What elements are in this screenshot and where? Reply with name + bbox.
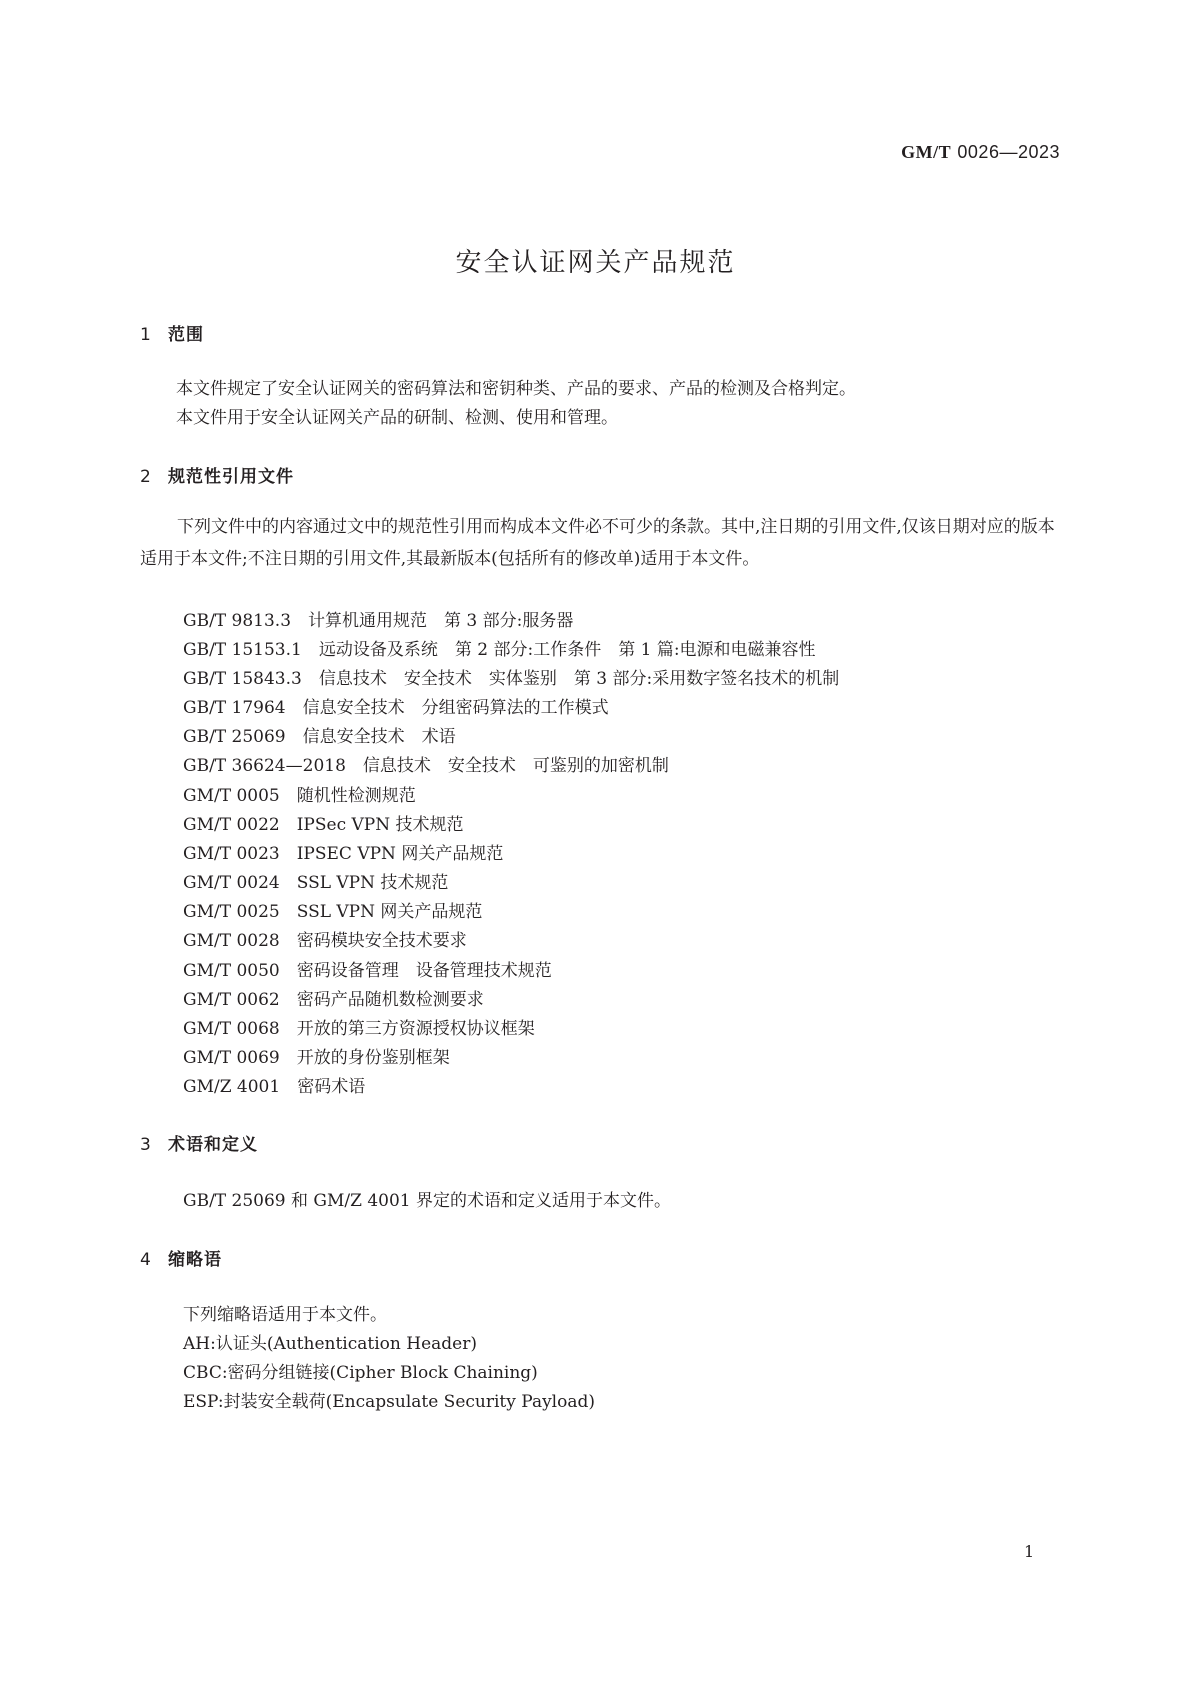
reference-item: GB/T 15153.1 远动设备及系统 第 2 部分:工作条件 第 1 篇:电源和电磁兼容性 <box>183 640 816 660</box>
section-title: 缩略语 <box>168 1250 222 1270</box>
section-number: 4 <box>140 1250 152 1270</box>
reference-item: GM/Z 4001 密码术语 <box>183 1077 366 1097</box>
reference-item: GB/T 17964 信息安全技术 分组密码算法的工作模式 <box>183 698 609 718</box>
abbreviation-item: AH:认证头(Authentication Header) <box>183 1334 477 1354</box>
paragraph: GB/T 25069 和 GM/Z 4001 界定的术语和定义适用于本文件。 <box>183 1191 672 1211</box>
document-series: GM/T <box>901 142 952 162</box>
reference-item: GB/T 36624—2018 信息技术 安全技术 可鉴别的加密机制 <box>183 756 669 776</box>
section-title: 术语和定义 <box>168 1135 258 1155</box>
document-code <box>901 142 1060 163</box>
section-title: 规范性引用文件 <box>168 467 294 487</box>
reference-item: GM/T 0028 密码模块安全技术要求 <box>183 931 467 951</box>
reference-item: GM/T 0069 开放的身份鉴别框架 <box>183 1048 450 1068</box>
section-number: 1 <box>140 325 152 345</box>
document-number: 0026—2023 <box>957 142 1060 162</box>
reference-item: GM/T 0024 SSL VPN 技术规范 <box>183 873 449 893</box>
reference-item: GM/T 0022 IPSec VPN 技术规范 <box>183 815 464 835</box>
paragraph: 本文件规定了安全认证网关的密码算法和密钥种类、产品的要求、产品的检测及合格判定。 <box>176 379 856 399</box>
reference-item: GM/T 0005 随机性检测规范 <box>183 786 416 806</box>
paragraph: 本文件用于安全认证网关产品的研制、检测、使用和管理。 <box>176 408 618 428</box>
reference-item: GM/T 0023 IPSEC VPN 网关产品规范 <box>183 844 504 864</box>
section-4-heading <box>140 1245 222 1270</box>
reference-item: GB/T 15843.3 信息技术 安全技术 实体鉴别 第 3 部分:采用数字签名技术的机制 <box>183 669 840 689</box>
section-1-heading <box>140 320 204 345</box>
reference-item: GM/T 0062 密码产品随机数检测要求 <box>183 990 484 1010</box>
document-title: 安全认证网关产品规范 <box>455 248 736 278</box>
section-number: 2 <box>140 467 152 487</box>
paragraph: 下列文件中的内容通过文中的规范性引用而构成本文件必不可少的条款。其中,注日期的引用文件,仅该日期对应的版本适用于本文件;不注日期的引用文件,其最新版本(包括所有的修改单)适用于本文件。 <box>140 517 1055 569</box>
section-number: 3 <box>140 1135 152 1155</box>
reference-item: GB/T 9813.3 计算机通用规范 第 3 部分:服务器 <box>183 611 574 631</box>
abbreviation-item: ESP:封装安全载荷(Encapsulate Security Payload) <box>183 1392 596 1412</box>
abbreviation-item: CBC:密码分组链接(Cipher Block Chaining) <box>183 1363 538 1383</box>
reference-item: GM/T 0025 SSL VPN 网关产品规范 <box>183 902 483 922</box>
paragraph: 下列缩略语适用于本文件。 <box>183 1305 387 1325</box>
section-2-heading <box>140 462 294 487</box>
section-3-heading <box>140 1130 258 1155</box>
reference-item: GM/T 0050 密码设备管理 设备管理技术规范 <box>183 961 552 981</box>
page-number: 1 <box>1024 1542 1035 1561</box>
reference-item: GB/T 25069 信息安全技术 术语 <box>183 727 456 747</box>
section-title: 范围 <box>168 325 204 345</box>
reference-item: GM/T 0068 开放的第三方资源授权协议框架 <box>183 1019 535 1039</box>
